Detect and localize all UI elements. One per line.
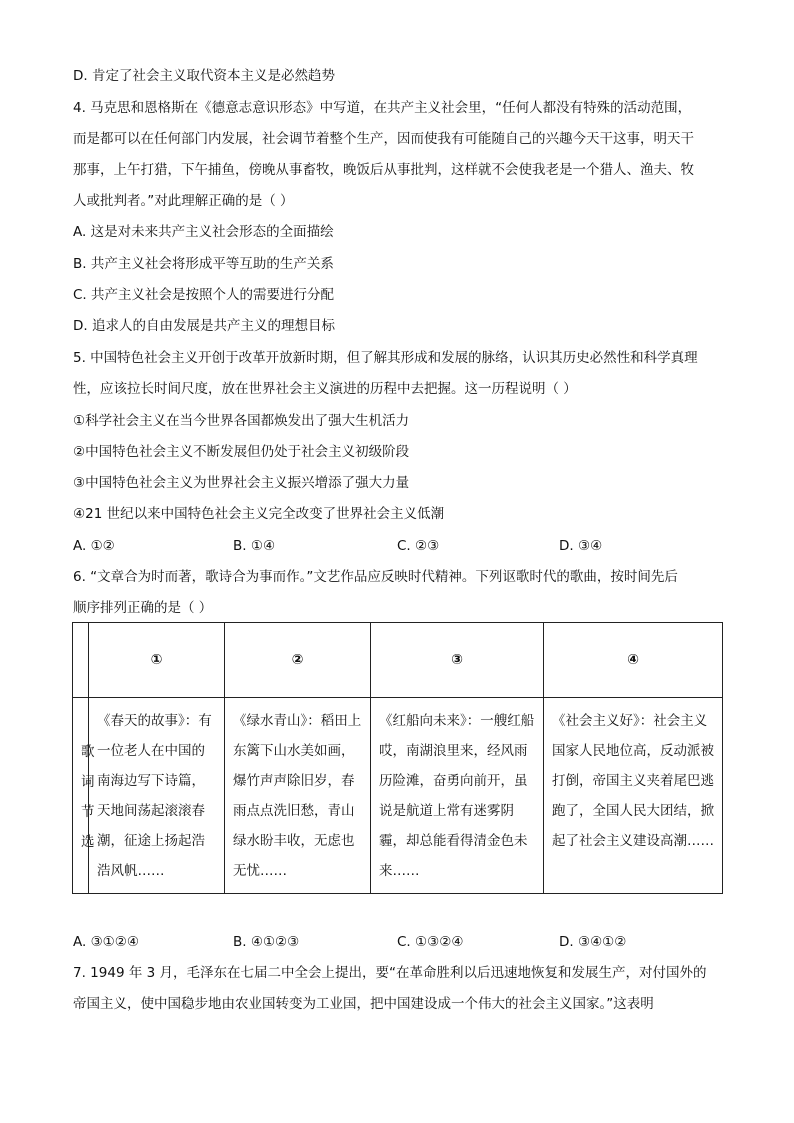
q5-statement-1: ①科学社会主义在当今世界各国都焕发出了强大生机活力 <box>73 413 410 429</box>
q6-table-header-3: ③ <box>371 623 544 698</box>
q5-option-d: D. ③④ <box>559 538 603 554</box>
q4-stem-line-2: 而是都可以在任何部门内发展，社会调节着整个生产，因而使我有可能随自己的兴趣今天干这事，明天干 <box>73 131 694 147</box>
q4-option-b: B. 共产主义社会将形成平等互助的生产关系 <box>73 256 334 272</box>
q7-stem-line-2: 帝国主义，使中国稳步地由农业国转变为工业国，把中国建设成一个伟大的社会主义国家。”这表明 <box>73 996 654 1012</box>
q5-option-b: B. ①④ <box>233 538 276 554</box>
q6-table-header-row <box>73 623 723 698</box>
q6-table-header-1: ① <box>89 623 225 698</box>
q4-option-c: C. 共产主义社会是按照个人的需要进行分配 <box>73 287 335 303</box>
q6-stem-line-1: 6. “文章合为时而著，歌诗合为事而作。”文艺作品应反映时代精神。下列讴歌时代的歌曲，按时间先后 <box>73 569 678 585</box>
q4-option-a: A. 这是对未来共产主义社会形态的全面描绘 <box>73 224 334 240</box>
side-char-4: 选 <box>81 834 95 850</box>
q6-table-side-label <box>73 698 95 894</box>
q6-option-a: A. ③①②④ <box>73 934 139 950</box>
q6-lyric-text-2: 《绿水青山》：稻田上东篱下山水美如画，爆竹声声除旧岁，春雨点点洗旧愁，青山绿水盼丰收，无虑也无忧…… <box>233 713 362 879</box>
q5-option-c: C. ②③ <box>397 538 440 554</box>
side-char-1: 歌 <box>81 744 95 760</box>
q6-lyric-cell-4 <box>544 698 723 894</box>
q5-stem-line-2: 性，应该拉长时间尺度，放在世界社会主义演进的历程中去把握。这一历程说明（ ） <box>73 381 577 397</box>
q4-stem-line-1: 4. 马克思和恩格斯在《德意志意识形态》中写道，在共产主义社会里，“任何人都没有特殊的活动范围， <box>73 100 692 116</box>
q6-lyric-text-3: 《红船向未来》：一艘红船哎，南湖浪里来，经风雨历险滩，奋勇向前开，虽说是航道上常有迷雾阴霾，却总能看得清金色未来…… <box>379 713 535 879</box>
q6-lyric-text-4: 《社会主义好》：社会主义国家人民地位高，反动派被打倒，帝国主义夹着尾巴逃跑了，全国人民大团结，掀起了社会主义建设高潮…… <box>552 713 714 849</box>
q6-lyric-cell-2 <box>225 698 371 894</box>
q5-stem-line-1: 5. 中国特色社会主义开创于改革开放新时期，但了解其形成和发展的脉络，认识其历史必然性和科学真理 <box>73 350 698 366</box>
q6-table-header-2: ② <box>225 623 371 698</box>
q5-statement-4: ④21 世纪以来中国特色社会主义完全改变了世界社会主义低潮 <box>73 506 445 522</box>
q6-table-lyrics-row <box>73 698 723 894</box>
q6-option-c: C. ①③②④ <box>397 934 464 950</box>
q6-lyric-cell-3 <box>371 698 544 894</box>
side-char-3: 节 <box>81 804 95 820</box>
q6-table-header-4: ④ <box>544 623 723 698</box>
side-char-2: 词 <box>81 774 95 790</box>
q4-stem-line-3: 那事，上午打猎，下午捕鱼，傍晚从事畜牧，晚饭后从事批判，这样就不会使我老是一个猎人、渔夫、牧 <box>73 162 694 178</box>
q5-statement-3: ③中国特色社会主义为世界社会主义振兴增添了强大力量 <box>73 475 410 491</box>
q6-stem-line-2: 顺序排列正确的是（ ） <box>73 600 213 616</box>
q4-option-d: D. 追求人的自由发展是共产主义的理想目标 <box>73 318 335 334</box>
q6-option-b: B. ④①②③ <box>233 934 300 950</box>
q5-statement-2: ②中国特色社会主义不断发展但仍处于社会主义初级阶段 <box>73 444 410 460</box>
q6-lyrics-table <box>72 622 723 894</box>
q6-lyric-cell-1 <box>89 698 225 894</box>
q5-option-a: A. ①② <box>73 538 115 554</box>
q4-stem-line-4: 人或批判者。”对此理解正确的是（ ） <box>73 193 294 209</box>
q7-stem-line-1: 7. 1949 年 3 月，毛泽东在七届二中全会上提出，要“在革命胜利以后迅速地恢复和发展生产，对付国外的 <box>73 965 707 981</box>
q3-option-d: D. 肯定了社会主义取代资本主义是必然趋势 <box>73 68 335 84</box>
q6-option-d: D. ③④①② <box>559 934 627 950</box>
q6-lyric-text-1: 《春天的故事》：有一位老人在中国的南海边写下诗篇，天地间荡起滚滚春潮，征途上扬起浩浩风帆…… <box>97 713 212 879</box>
q6-table-corner-cell <box>73 623 89 698</box>
